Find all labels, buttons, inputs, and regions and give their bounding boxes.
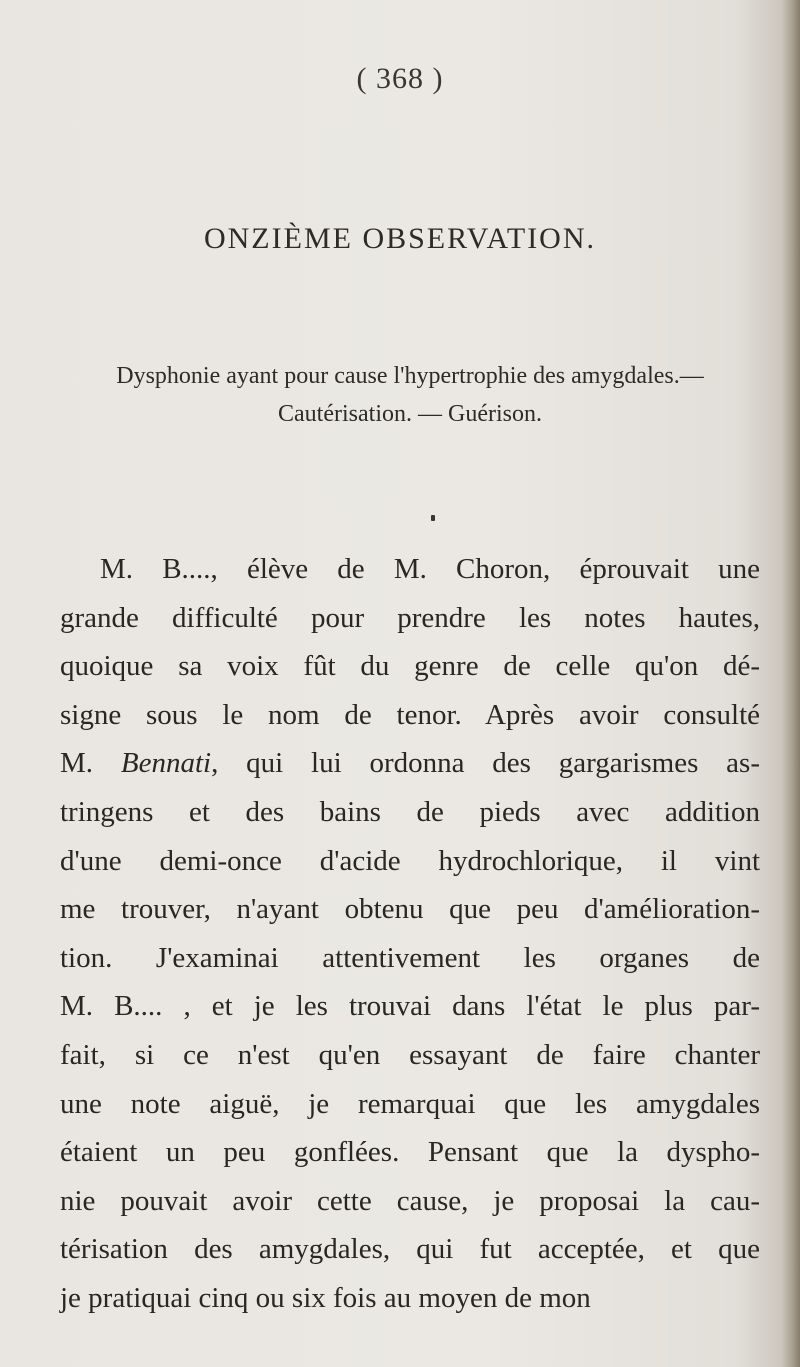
body-paragraph [60, 545, 760, 1323]
ornament-dot [431, 515, 435, 521]
body-line: M. B.... , et je les trouvai dans l'état le plus par- [60, 990, 760, 1023]
body-line: d'une demi-once d'acide hydrochlorique, il vint [60, 844, 760, 877]
body-line: une note aiguë, je remarquai que les amygdales [60, 1087, 760, 1120]
body-line-suffix: , qui lui ordonna des gargarismes as- [211, 747, 760, 780]
body-line: étaient un peu gonflées. Pensant que la dyspho- [60, 1136, 760, 1169]
observation-title: ONZIÈME OBSERVATION. [203, 222, 597, 255]
body-line: signe sous le nom de tenor. Après avoir consulté [60, 698, 760, 731]
author-name-italic: Bennati [120, 747, 212, 780]
body-line: fait, si ce n'est qu'en essayant de faire chanter [60, 1038, 760, 1071]
body-line: grande difficulté pour prendre les notes hautes, [60, 601, 760, 634]
body-line: tringens et des bains de pieds avec addition [60, 795, 760, 828]
body-line: M. B...., élève de M. Choron, éprouvait une [100, 553, 760, 585]
body-line: térisation des amygdales, qui fut acceptée, et que [60, 1233, 760, 1266]
body-line: nie pouvait avoir cette cause, je proposai la cau- [60, 1184, 760, 1217]
summary-line: Cautérisation. — Guérison. [278, 401, 542, 427]
body-line: tion. J'examinai attentivement les organes de [60, 941, 760, 974]
body-line: quoique sa voix fût du genre de celle qu'on dé- [60, 650, 760, 683]
summary-line: Dysphonie ayant pour cause l'hypertrophie des amygdales.— [116, 363, 704, 389]
observation-summary [100, 357, 720, 433]
page-edge-shadow [782, 0, 800, 1367]
body-line [60, 739, 760, 788]
body-line-prefix: M. [60, 747, 121, 780]
body-line: me trouver, n'ayant obtenu que peu d'amélioration- [60, 893, 760, 926]
body-line: je pratiquai cinq ou six fois au moyen de mon [60, 1281, 591, 1314]
page-number: ( 368 ) [356, 62, 444, 95]
